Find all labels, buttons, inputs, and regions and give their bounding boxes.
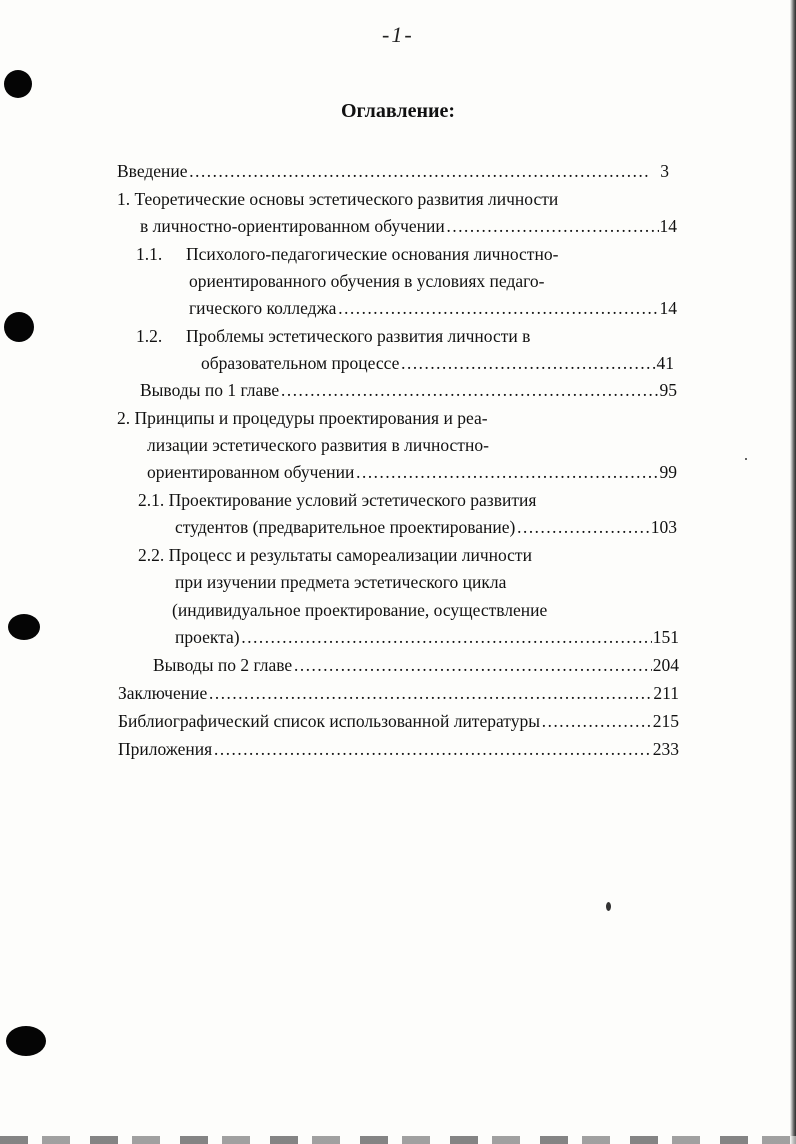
toc-entry-section-1-1-line1: Психолого-педагогические основания личностно- <box>186 244 559 264</box>
toc-entry-conclusions-1: Выводы по 1 главе …………………………………………………………………………………………………………………………… 95 <box>140 377 677 403</box>
toc-entry-section-2-2-line2: при изучении предмета эстетического цикла <box>175 572 507 592</box>
punch-hole-icon <box>6 1026 46 1056</box>
toc-entry-section-1-1-number: 1.1. <box>136 244 163 264</box>
punch-hole-icon <box>4 70 32 98</box>
scan-edge-right <box>790 0 796 1144</box>
toc-entry-section-1-2-number: 1.2. <box>136 326 163 346</box>
toc-entry-section-1-1-line3: гического колледжа …………………………………………………………………………………………………………………………… 14 <box>189 295 677 321</box>
page-number: -1- <box>382 22 414 47</box>
toc-entry-section-2-2-line1: 2.2. Процесс и результаты самореализации личности <box>138 545 532 565</box>
punch-hole-icon <box>4 312 34 342</box>
scan-edge-bottom <box>0 1136 796 1144</box>
toc-entry-chapter-2-line1: 2. Принципы и процедуры проектирования и реа- <box>117 408 488 428</box>
scan-speck <box>745 458 747 460</box>
punch-hole-icon <box>8 614 40 640</box>
toc-entry-appendix: Приложения …………………………………………………………………………………………………………………………… 233 <box>118 736 679 762</box>
toc-entry-chapter-2-line3: ориентированном обучении …………………………………………………………………………………………………………………………… 99 <box>147 459 677 485</box>
toc-entry-conclusions-2: Выводы по 2 главе …………………………………………………………………………………………………………………………… 204 <box>153 652 679 678</box>
toc-entry-chapter-1-line1: 1. Теоретические основы эстетического развития личности <box>117 189 559 209</box>
toc-entry-bibliography: Библиографический список использованной литературы …………………………………………………………………………………………………………………………… 215 <box>118 708 679 734</box>
toc-entry-chapter-2-line2: лизации эстетического развития в личностно- <box>147 435 489 455</box>
toc-entry-section-2-2-line3: (индивидуальное проектирование, осуществление <box>172 600 548 620</box>
toc-entry-section-2-1-line1: 2.1. Проектирование условий эстетического развития <box>138 490 537 510</box>
toc-entry-intro: Введение …………………………………………………………………………………………………………………………… 3 <box>117 158 669 184</box>
page-title: Оглавление: <box>340 100 456 122</box>
toc-entry-section-1-2-line2: образовательном процессе …………………………………………………………………………………………………………………………… 41 <box>201 350 674 376</box>
toc-entry-section-1-1-line2: ориентированного обучения в условиях педаго- <box>189 271 545 291</box>
toc-entry-chapter-1-line2: в личностно-ориентированном обучении …………………………………………………………………………………………………………………………… 14 <box>140 213 677 239</box>
scan-speck <box>606 902 611 911</box>
toc-entry-section-2-2-line4: проекта) …………………………………………………………………………………………………………………………… 151 <box>175 624 679 650</box>
toc-entry-section-1-2-line1: Проблемы эстетического развития личности в <box>186 326 531 346</box>
toc-entry-conclusion: Заключение …………………………………………………………………………………………………………………………… 211 <box>118 680 679 706</box>
toc-entry-section-2-1-line2: студентов (предварительное проектирование) …………………………………………………………………………………………………………………………… 103 <box>175 514 677 540</box>
